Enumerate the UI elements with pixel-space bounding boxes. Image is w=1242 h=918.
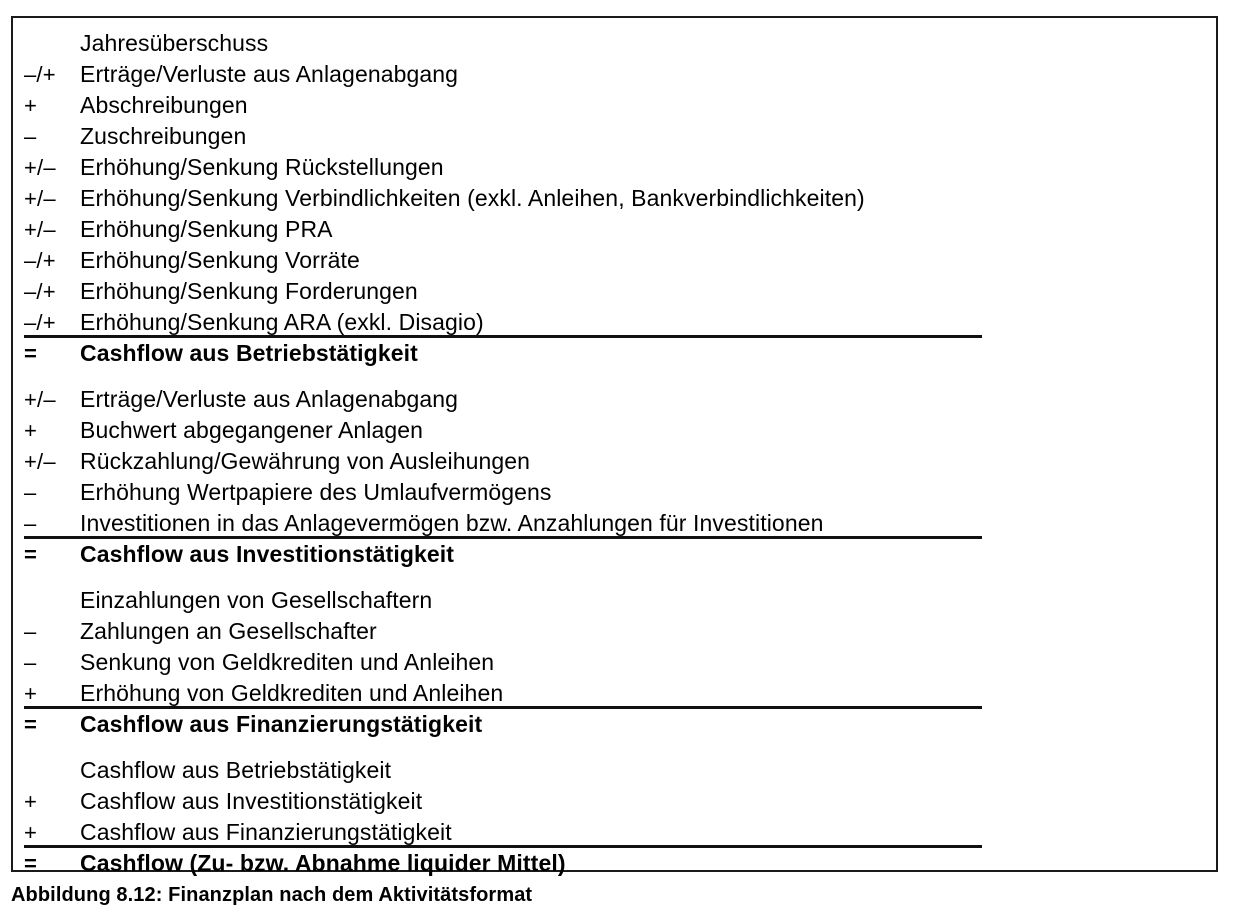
row-label: Buchwert abgegangener Anlagen: [80, 417, 424, 443]
row-sign: –: [24, 650, 37, 675]
statement-row: [13, 90, 1216, 121]
statement-row: [13, 415, 1216, 446]
row-label: Erhöhung von Geldkrediten und Anleihen: [80, 680, 504, 706]
statement-row: [13, 214, 1216, 245]
row-sign: +: [24, 418, 38, 443]
statement-total-row: [13, 709, 1216, 740]
statement-row: [13, 183, 1216, 214]
row-sign: +/–: [24, 387, 56, 412]
statement-total-row: [13, 539, 1216, 570]
statement-row: [13, 817, 1216, 848]
row-label: Rückzahlung/Gewährung von Ausleihungen: [80, 448, 531, 474]
statement-row: [13, 616, 1216, 647]
row-label: Erhöhung/Senkung PRA: [80, 216, 333, 242]
row-sign: +: [24, 93, 38, 118]
row-sign: –: [24, 124, 37, 149]
row-label: Erhöhung/Senkung Rückstellungen: [80, 154, 444, 180]
row-sign: +/–: [24, 217, 56, 242]
statement-row: [13, 152, 1216, 183]
row-sign: +/–: [24, 186, 56, 211]
row-sign: –: [24, 480, 37, 505]
statement-row: [13, 755, 1216, 786]
statement-row: [13, 121, 1216, 152]
statement-total-row: [13, 848, 1216, 879]
row-label: Senkung von Geldkrediten und Anleihen: [80, 649, 495, 675]
statement-row: [13, 508, 1216, 539]
row-sign: –/+: [24, 248, 56, 273]
statement-total-row: [13, 338, 1216, 369]
row-label: Jahresüberschuss: [80, 30, 269, 56]
statement-row: [13, 245, 1216, 276]
block-spacer: [13, 570, 1216, 585]
row-sign: +: [24, 820, 38, 845]
row-label: Erträge/Verluste aus Anlagenabgang: [80, 386, 459, 412]
row-label: Cashflow aus Betriebstätigkeit: [80, 757, 392, 783]
total-label: Cashflow aus Betriebstätigkeit: [80, 340, 418, 366]
row-label: Investitionen in das Anlagevermögen bzw. Anzahlungen für Investitionen: [80, 510, 824, 536]
row-sign: +/–: [24, 155, 56, 180]
row-label: Erträge/Verluste aus Anlagenabgang: [80, 61, 459, 87]
row-label: Zuschreibungen: [80, 123, 247, 149]
cashflow-statement-box: [11, 16, 1218, 876]
cashflow-row-list: [13, 18, 1216, 879]
total-label: Cashflow aus Investitionstätigkeit: [80, 541, 455, 567]
row-label: Erhöhung/Senkung ARA (exkl. Disagio): [80, 309, 484, 335]
statement-row: [13, 786, 1216, 817]
total-label: Cashflow aus Finanzierungstätigkeit: [80, 711, 483, 737]
row-sign: +: [24, 789, 38, 814]
statement-row: [13, 59, 1216, 90]
row-sign: –: [24, 511, 37, 536]
row-sign: –/+: [24, 310, 56, 335]
statement-row: [13, 585, 1216, 616]
figure-caption: Abbildung 8.12: Finanzplan nach dem Aktivitätsformat: [11, 884, 533, 906]
block-spacer: [13, 740, 1216, 755]
total-sign: =: [24, 341, 38, 366]
row-label: Erhöhung Wertpapiere des Umlaufvermögens: [80, 479, 552, 505]
row-label: Zahlungen an Gesellschafter: [80, 618, 377, 644]
block-spacer: [13, 369, 1216, 384]
total-sign: =: [24, 712, 38, 737]
statement-row: [13, 28, 1216, 59]
statement-row: [13, 647, 1216, 678]
row-sign: +: [24, 681, 38, 706]
total-label: Cashflow (Zu- bzw. Abnahme liquider Mittel): [80, 850, 566, 876]
statement-row: [13, 446, 1216, 477]
total-sign: =: [24, 851, 38, 876]
row-label: Cashflow aus Investitionstätigkeit: [80, 788, 423, 814]
statement-row: [13, 384, 1216, 415]
row-label: Erhöhung/Senkung Vorräte: [80, 247, 360, 273]
row-label: Abschreibungen: [80, 92, 248, 118]
row-label: Cashflow aus Finanzierungstätigkeit: [80, 819, 452, 845]
total-sign: =: [24, 542, 38, 567]
row-label: Erhöhung/Senkung Verbindlichkeiten (exkl. Anleihen, Bankverbindlichkeiten): [80, 185, 865, 211]
row-sign: –: [24, 619, 37, 644]
row-sign: –/+: [24, 62, 56, 87]
row-sign: +/–: [24, 449, 56, 474]
statement-row: [13, 307, 1216, 338]
statement-row: [13, 678, 1216, 709]
statement-row: [13, 276, 1216, 307]
statement-row: [13, 477, 1216, 508]
row-label: Erhöhung/Senkung Forderungen: [80, 278, 418, 304]
row-sign: –/+: [24, 279, 56, 304]
row-label: Einzahlungen von Gesellschaftern: [80, 587, 433, 613]
